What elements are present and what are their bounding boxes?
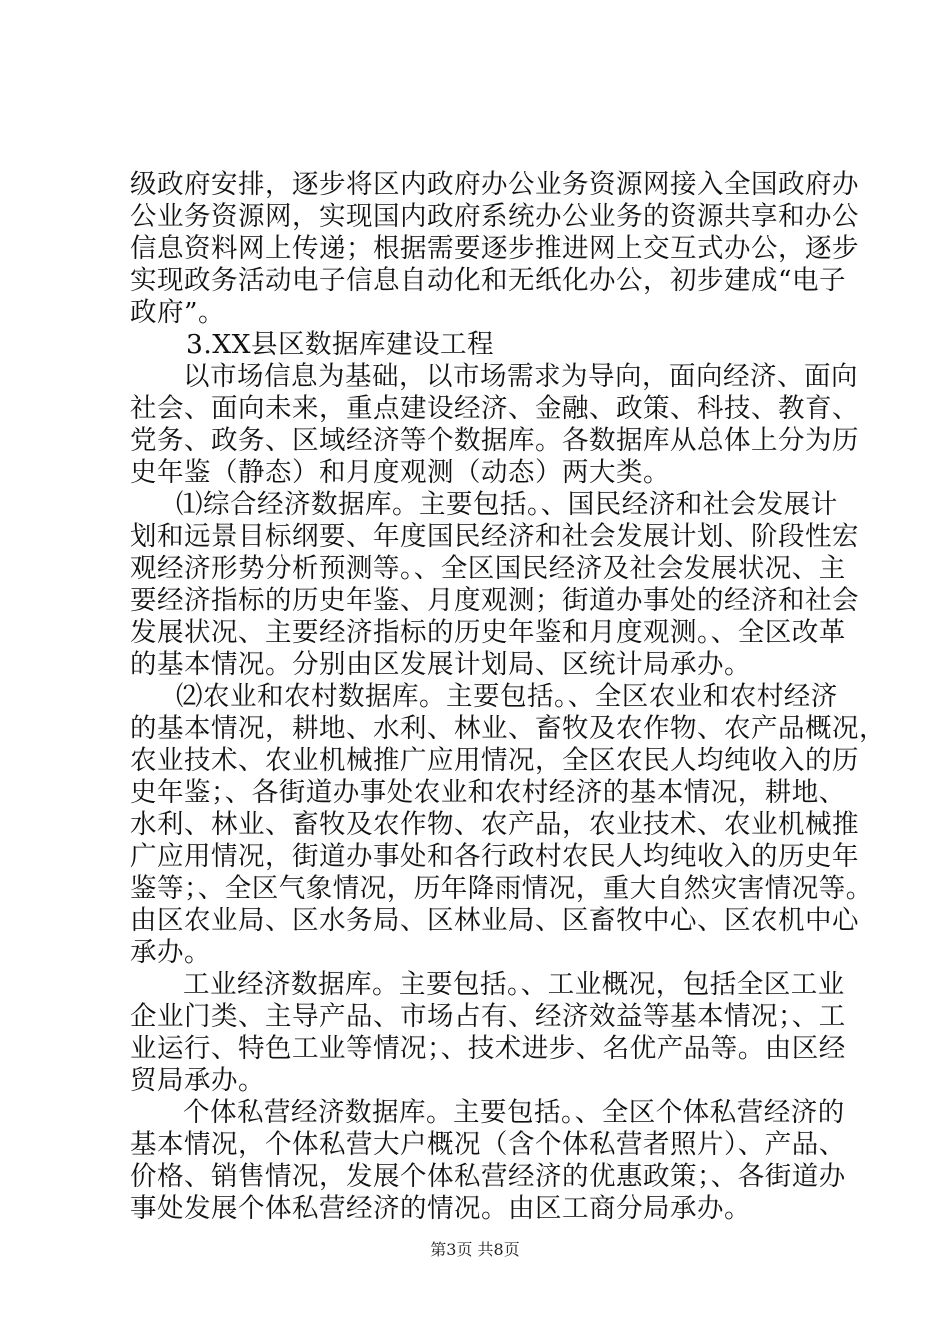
- page-number: 第3页 共8页: [430, 1240, 520, 1259]
- text-line: 农业技术、农业机械推广应用情况，全区农民人均纯收入的历: [130, 745, 859, 776]
- text-line: 史年鉴；、各街道办事处农业和农村经济的基本情况，耕地、: [130, 777, 846, 808]
- text-line: 以市场信息为基础，以市场需求为导向，面向经济、面向: [183, 361, 858, 392]
- text-line: 党务、政务、区域经济等个数据库。各数据库从总体上分为历: [130, 425, 859, 456]
- text-line: 信息资料网上传递；根据需要逐步推进网上交互式办公，逐步: [130, 233, 859, 264]
- text-line: 实现政务活动电子信息自动化和无纸化办公，初步建成“电子: [130, 265, 847, 296]
- text-line: 基本情况，个体私营大户概况（含个体私营者照片）、产品、: [130, 1129, 846, 1160]
- text-line: 史年鉴（静态）和月度观测（动态）两大类。: [130, 457, 670, 488]
- text-line: 企业门类、主导产品、市场占有、经济效益等基本情况；、工: [130, 1001, 846, 1032]
- text-line: 鉴等；、全区气象情况，历年降雨情况，重大自然灾害情况等。: [130, 873, 873, 904]
- text-line: 级政府安排，逐步将区内政府办公业务资源网接入全国政府办: [130, 169, 859, 200]
- text-line: ⑴综合经济数据库。主要包括。、国民经济和社会发展计: [176, 489, 838, 520]
- text-line: 要经济指标的历史年鉴、月度观测；街道办事处的经济和社会: [130, 585, 859, 616]
- text-line: 社会、面向未来，重点建设经济、金融、政策、科技、教育、: [130, 393, 859, 424]
- text-line: 公业务资源网，实现国内政府系统办公业务的资源共享和办公: [130, 201, 859, 232]
- text-line: 的基本情况，耕地、水利、林业、畜牧及农作物、农产品概况，: [130, 713, 886, 744]
- text-line: 广应用情况，街道办事处和各行政村农民人均纯收入的历史年: [130, 841, 859, 872]
- text-line: 观经济形势分析预测等。、全区国民经济及社会发展状况、主: [130, 553, 846, 584]
- text-line: 事处发展个体私营经济的情况。由区工商分局承办。: [130, 1193, 751, 1224]
- text-line: 发展状况、主要经济指标的历史年鉴和月度观测。、全区改革: [130, 617, 846, 648]
- text-line: 工业经济数据库。主要包括。、工业概况，包括全区工业: [183, 969, 845, 1000]
- text-line: 业运行、特色工业等情况；、技术进步、名优产品等。由区经: [130, 1033, 846, 1064]
- text-line: 贸局承办。: [130, 1065, 265, 1096]
- section-heading: 3.XX县区数据库建设工程: [186, 329, 495, 360]
- text-line: 政府”。: [130, 297, 226, 328]
- text-line: 的基本情况。分别由区发展计划局、区统计局承办。: [130, 649, 751, 680]
- text-line: 划和远景目标纲要、年度国民经济和社会发展计划、阶段性宏: [130, 521, 859, 552]
- text-line: ⑵农业和农村数据库。主要包括。、全区农业和农村经济: [176, 681, 838, 712]
- text-line: 水利、林业、畜牧及农作物、农产品，农业技术、农业机械推: [130, 809, 859, 840]
- text-line: 价格、销售情况，发展个体私营经济的优惠政策；、各街道办: [130, 1161, 846, 1192]
- text-line: 个体私营经济数据库。主要包括。、全区个体私营经济的: [183, 1097, 845, 1128]
- text-line: 承办。: [130, 937, 211, 968]
- text-line: 由区农业局、区水务局、区林业局、区畜牧中心、区农机中心: [130, 905, 859, 936]
